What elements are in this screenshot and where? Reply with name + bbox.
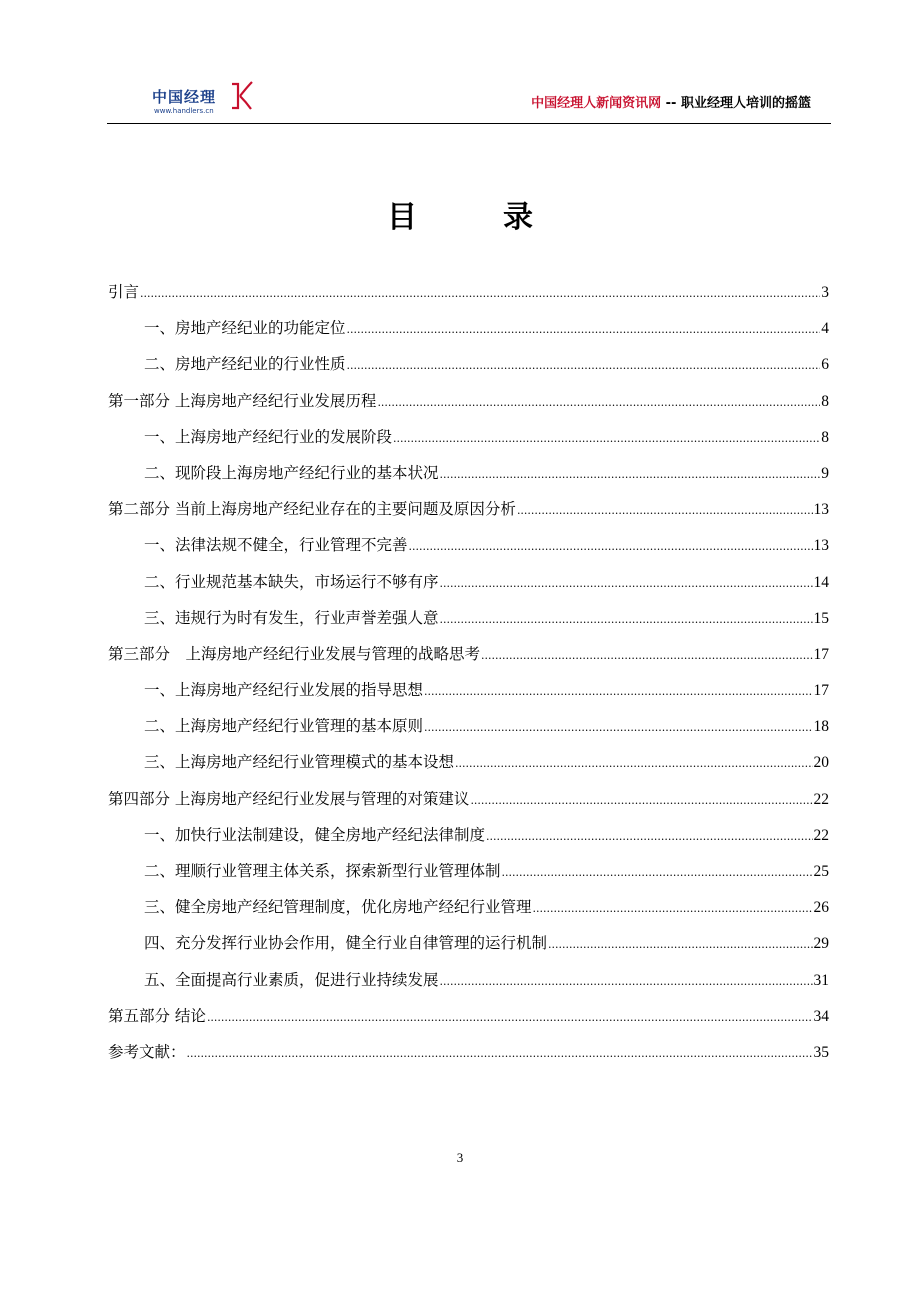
toc-entry-page: 14 bbox=[813, 573, 829, 591]
slogan-tagline: 职业经理人培训的摇篮 bbox=[680, 96, 811, 111]
toc-entry-page: 17 bbox=[813, 682, 829, 700]
logo bbox=[152, 86, 262, 122]
logo-url: www.handlers.cn bbox=[154, 107, 214, 115]
toc-entry[interactable] bbox=[108, 571, 829, 607]
toc-entry[interactable] bbox=[108, 1041, 829, 1077]
toc-entry-title: 一、上海房地产经纪行业发展的指导思想 bbox=[144, 681, 424, 700]
toc-entry-page: 25 bbox=[813, 863, 829, 880]
toc-entry-page: 18 bbox=[813, 718, 829, 736]
toc-leader-dots bbox=[440, 571, 813, 595]
toc-leader-dots bbox=[140, 281, 820, 305]
toc-leader-dots bbox=[393, 426, 820, 450]
title-char-2: 录 bbox=[503, 200, 533, 235]
toc-entry-page: 17 bbox=[813, 645, 829, 663]
toc-entry-title: 引言 bbox=[108, 283, 140, 301]
toc-entry-page: 29 bbox=[813, 935, 829, 953]
toc-entry-page: 3 bbox=[821, 284, 829, 301]
toc-entry-title: 五、全面提高行业素质，促进行业持续发展 bbox=[144, 970, 439, 989]
table-of-contents bbox=[108, 281, 829, 1077]
toc-leader-dots bbox=[347, 317, 821, 341]
toc-leader-dots bbox=[440, 607, 813, 631]
toc-entry[interactable] bbox=[108, 317, 829, 353]
page-header bbox=[107, 80, 831, 124]
toc-leader-dots bbox=[409, 534, 813, 558]
toc-entry[interactable] bbox=[108, 643, 829, 679]
toc-leader-dots bbox=[470, 788, 812, 812]
toc-entry[interactable] bbox=[108, 353, 829, 389]
toc-entry-title: 三、违规行为时有发生，行业声誉差强人意 bbox=[144, 608, 439, 627]
toc-entry-title: 一、加快行业法制建设，健全房地产经纪法律制度 bbox=[144, 825, 486, 844]
toc-entry-page: 13 bbox=[813, 537, 829, 555]
toc-entry-title: 第四部分 上海房地产经纪行业发展与管理的对策建议 bbox=[108, 789, 470, 808]
toc-entry[interactable] bbox=[108, 932, 829, 968]
logo-mark-icon bbox=[228, 80, 254, 112]
toc-leader-dots bbox=[347, 353, 821, 377]
toc-entry-title: 一、房地产经纪业的功能定位 bbox=[144, 319, 346, 338]
toc-entry[interactable] bbox=[108, 860, 829, 896]
toc-entry-title: 参考文献： bbox=[108, 1042, 186, 1061]
toc-leader-dots bbox=[481, 643, 812, 667]
toc-entry[interactable] bbox=[108, 788, 829, 824]
toc-entry[interactable] bbox=[108, 824, 829, 860]
toc-entry[interactable] bbox=[108, 969, 829, 1005]
toc-leader-dots bbox=[455, 751, 812, 775]
toc-leader-dots bbox=[440, 462, 821, 486]
toc-entry[interactable] bbox=[108, 679, 829, 715]
toc-entry-title: 三、上海房地产经纪行业管理模式的基本设想 bbox=[144, 753, 455, 772]
toc-entry-page: 35 bbox=[813, 1043, 829, 1061]
toc-leader-dots bbox=[207, 1005, 813, 1029]
header-slogan bbox=[531, 92, 811, 111]
toc-leader-dots bbox=[533, 896, 813, 920]
toc-entry-title: 第三部分 上海房地产经纪行业发展与管理的战略思考 bbox=[108, 644, 481, 663]
slogan-separator: -- bbox=[661, 96, 681, 111]
toc-entry-title: 二、行业规范基本缺失，市场运行不够有序 bbox=[144, 572, 439, 591]
title-char-1: 目 bbox=[387, 200, 417, 235]
toc-entry[interactable] bbox=[108, 1005, 829, 1041]
toc-entry[interactable] bbox=[108, 281, 829, 317]
toc-entry-title: 一、法律法规不健全，行业管理不完善 bbox=[144, 536, 408, 555]
toc-entry-page: 22 bbox=[813, 826, 829, 844]
toc-entry-title: 二、现阶段上海房地产经纪行业的基本状况 bbox=[144, 463, 439, 482]
toc-entry[interactable] bbox=[108, 498, 829, 534]
toc-entry-page: 8 bbox=[821, 428, 829, 446]
toc-entry-page: 31 bbox=[813, 971, 829, 989]
toc-leader-dots bbox=[548, 932, 812, 956]
toc-entry-page: 15 bbox=[813, 609, 829, 627]
toc-leader-dots bbox=[377, 390, 820, 414]
slogan-site-name: 中国经理人新闻资讯网 bbox=[531, 96, 662, 111]
toc-entry-page: 6 bbox=[821, 356, 829, 374]
toc-entry[interactable] bbox=[108, 607, 829, 643]
toc-entry-title: 二、房地产经纪业的行业性质 bbox=[144, 355, 346, 374]
toc-entry-page: 26 bbox=[813, 899, 829, 917]
page-number: 3 bbox=[456, 1150, 464, 1165]
toc-leader-dots bbox=[424, 715, 812, 739]
toc-entry[interactable] bbox=[108, 896, 829, 932]
toc-leader-dots bbox=[440, 969, 813, 993]
toc-leader-dots bbox=[187, 1041, 813, 1065]
toc-entry[interactable] bbox=[108, 715, 829, 751]
toc-leader-dots bbox=[486, 824, 812, 848]
toc-entry-page: 9 bbox=[821, 464, 829, 482]
toc-entry[interactable] bbox=[108, 390, 829, 426]
header-rule bbox=[107, 123, 831, 124]
toc-leader-dots bbox=[424, 679, 812, 703]
toc-entry-page: 4 bbox=[821, 320, 829, 338]
toc-leader-dots bbox=[517, 498, 813, 522]
toc-entry[interactable] bbox=[108, 426, 829, 462]
toc-entry-page: 13 bbox=[813, 501, 829, 519]
toc-entry-title: 三、健全房地产经纪管理制度，优化房地产经纪行业管理 bbox=[144, 898, 532, 917]
toc-entry-page: 22 bbox=[813, 790, 829, 808]
toc-entry-page: 8 bbox=[821, 392, 829, 410]
toc-entry[interactable] bbox=[108, 462, 829, 498]
toc-entry-title: 四、充分发挥行业协会作用，健全行业自律管理的运行机制 bbox=[144, 934, 548, 953]
toc-entry-title: 第二部分 当前上海房地产经纪业存在的主要问题及原因分析 bbox=[108, 500, 516, 519]
toc-entry-title: 一、上海房地产经纪行业的发展阶段 bbox=[144, 427, 393, 446]
page-title bbox=[0, 192, 920, 236]
toc-entry-title: 二、理顺行业管理主体关系，探索新型行业管理体制 bbox=[144, 862, 501, 880]
toc-entry[interactable] bbox=[108, 534, 829, 570]
toc-entry-title: 第一部分 上海房地产经纪行业发展历程 bbox=[108, 391, 377, 410]
toc-leader-dots bbox=[502, 860, 813, 884]
toc-entry-title: 二、上海房地产经纪行业管理的基本原则 bbox=[144, 717, 424, 736]
toc-entry-title: 第五部分 结论 bbox=[108, 1006, 206, 1025]
logo-text: 中国经理 bbox=[152, 88, 217, 106]
toc-entry-page: 34 bbox=[813, 1007, 829, 1025]
toc-entry[interactable] bbox=[108, 751, 829, 787]
toc-entry-page: 20 bbox=[813, 754, 829, 772]
